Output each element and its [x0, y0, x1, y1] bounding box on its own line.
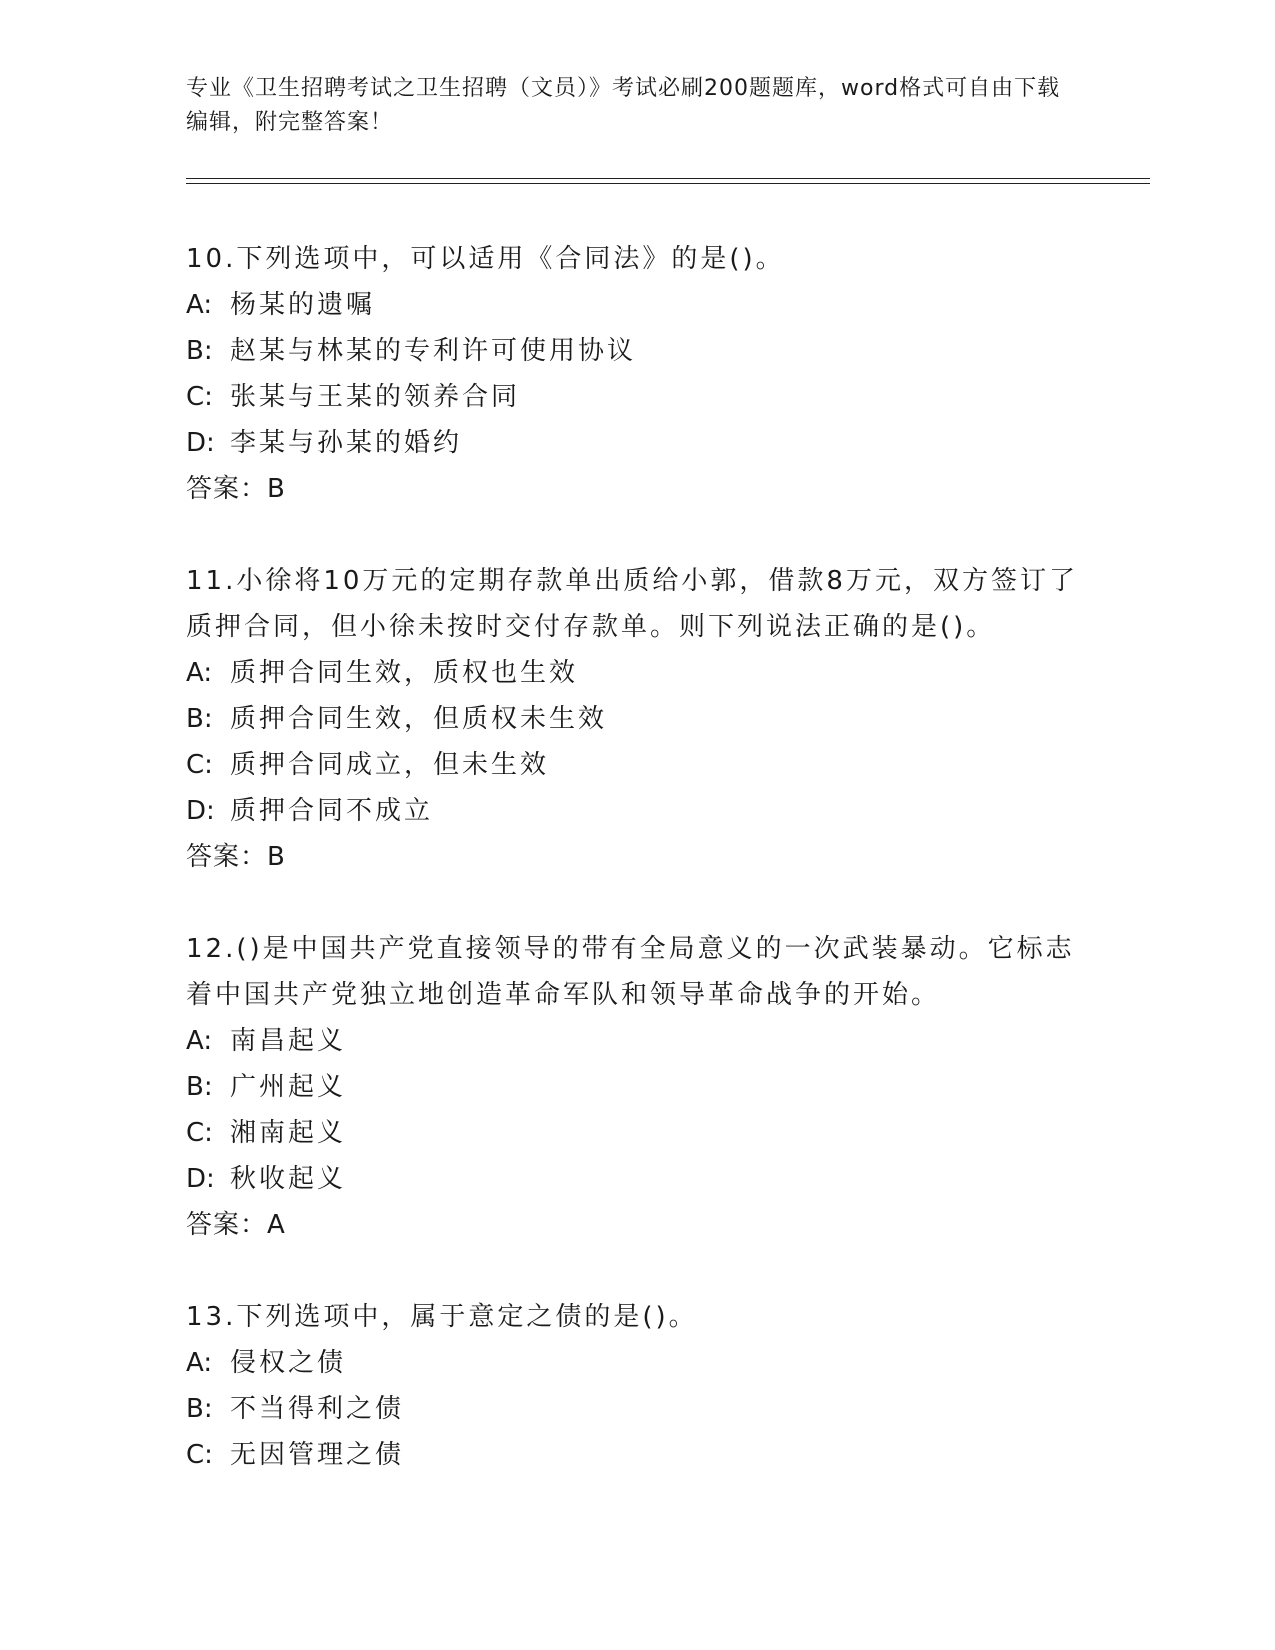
option-letter: B: [186, 1394, 213, 1424]
option-b [186, 328, 1086, 374]
option-a [186, 282, 1086, 328]
option-a [186, 1340, 1086, 1386]
option-c [186, 374, 1086, 420]
option-letter: D: [186, 796, 215, 826]
option-letter: C: [186, 1440, 213, 1470]
option-letter: B: [186, 336, 213, 366]
option-letter: B: [186, 1072, 213, 1102]
option-b [186, 1064, 1086, 1110]
option-text: 李某与孙某的婚约 [230, 428, 463, 458]
option-b [186, 696, 1086, 742]
option-letter: C: [186, 382, 213, 412]
option-text: 杨某的遗嘱 [230, 290, 376, 320]
option-c [186, 1432, 1086, 1478]
option-text: 广州起义 [230, 1072, 347, 1102]
answer-line: 答案：B [186, 474, 286, 504]
option-letter: D: [186, 428, 215, 458]
option-letter: A: [186, 1348, 213, 1378]
option-text: 张某与王某的领养合同 [230, 382, 521, 412]
question-stem: 11.小徐将10万元的定期存款单出质给小郭，借款8万元，双方签订了质押合同，但小徐未按时交付存款单。则下列说法正确的是()。 [186, 566, 1078, 642]
option-letter: C: [186, 750, 213, 780]
option-text: 质押合同成立，但未生效 [230, 750, 550, 780]
option-letter: A: [186, 658, 213, 688]
option-text: 湘南起义 [230, 1118, 347, 1148]
option-c [186, 742, 1086, 788]
option-a [186, 1018, 1086, 1064]
option-text: 不当得利之债 [230, 1394, 405, 1424]
header-rule-top [186, 178, 1150, 179]
option-text: 秋收起义 [230, 1164, 347, 1194]
option-text: 赵某与林某的专利许可使用协议 [230, 336, 637, 366]
option-text: 侵权之债 [230, 1348, 347, 1378]
document-intro: 专业《卫生招聘考试之卫生招聘（文员）》考试必刷200题题库，word格式可自由下载编辑，附完整答案！ [186, 76, 1061, 135]
question-stem: 12.()是中国共产党直接领导的带有全局意义的一次武装暴动。它标志着中国共产党独立地创造革命军队和领导革命战争的开始。 [186, 934, 1075, 1010]
option-text: 质押合同生效，但质权未生效 [230, 704, 608, 734]
question-10 [186, 236, 1086, 512]
question-13 [186, 1294, 1086, 1478]
option-text: 无因管理之债 [230, 1440, 405, 1470]
option-d [186, 420, 1086, 466]
question-11 [186, 558, 1086, 880]
answer-line: 答案：B [186, 842, 286, 872]
question-list [186, 236, 1086, 1524]
option-letter: A: [186, 290, 213, 320]
header-rule-bottom [186, 183, 1150, 184]
option-letter: B: [186, 704, 213, 734]
option-b [186, 1386, 1086, 1432]
option-text: 南昌起义 [230, 1026, 347, 1056]
option-text: 质押合同生效，质权也生效 [230, 658, 579, 688]
option-letter: C: [186, 1118, 213, 1148]
question-12 [186, 926, 1086, 1248]
option-letter: D: [186, 1164, 215, 1194]
answer-line: 答案：A [186, 1210, 286, 1240]
question-stem: 13.下列选项中，属于意定之债的是()。 [186, 1302, 698, 1332]
option-d [186, 788, 1086, 834]
option-letter: A: [186, 1026, 213, 1056]
option-text: 质押合同不成立 [230, 796, 434, 826]
option-c [186, 1110, 1086, 1156]
option-a [186, 650, 1086, 696]
option-d [186, 1156, 1086, 1202]
question-stem: 10.下列选项中，可以适用《合同法》的是()。 [186, 244, 785, 274]
